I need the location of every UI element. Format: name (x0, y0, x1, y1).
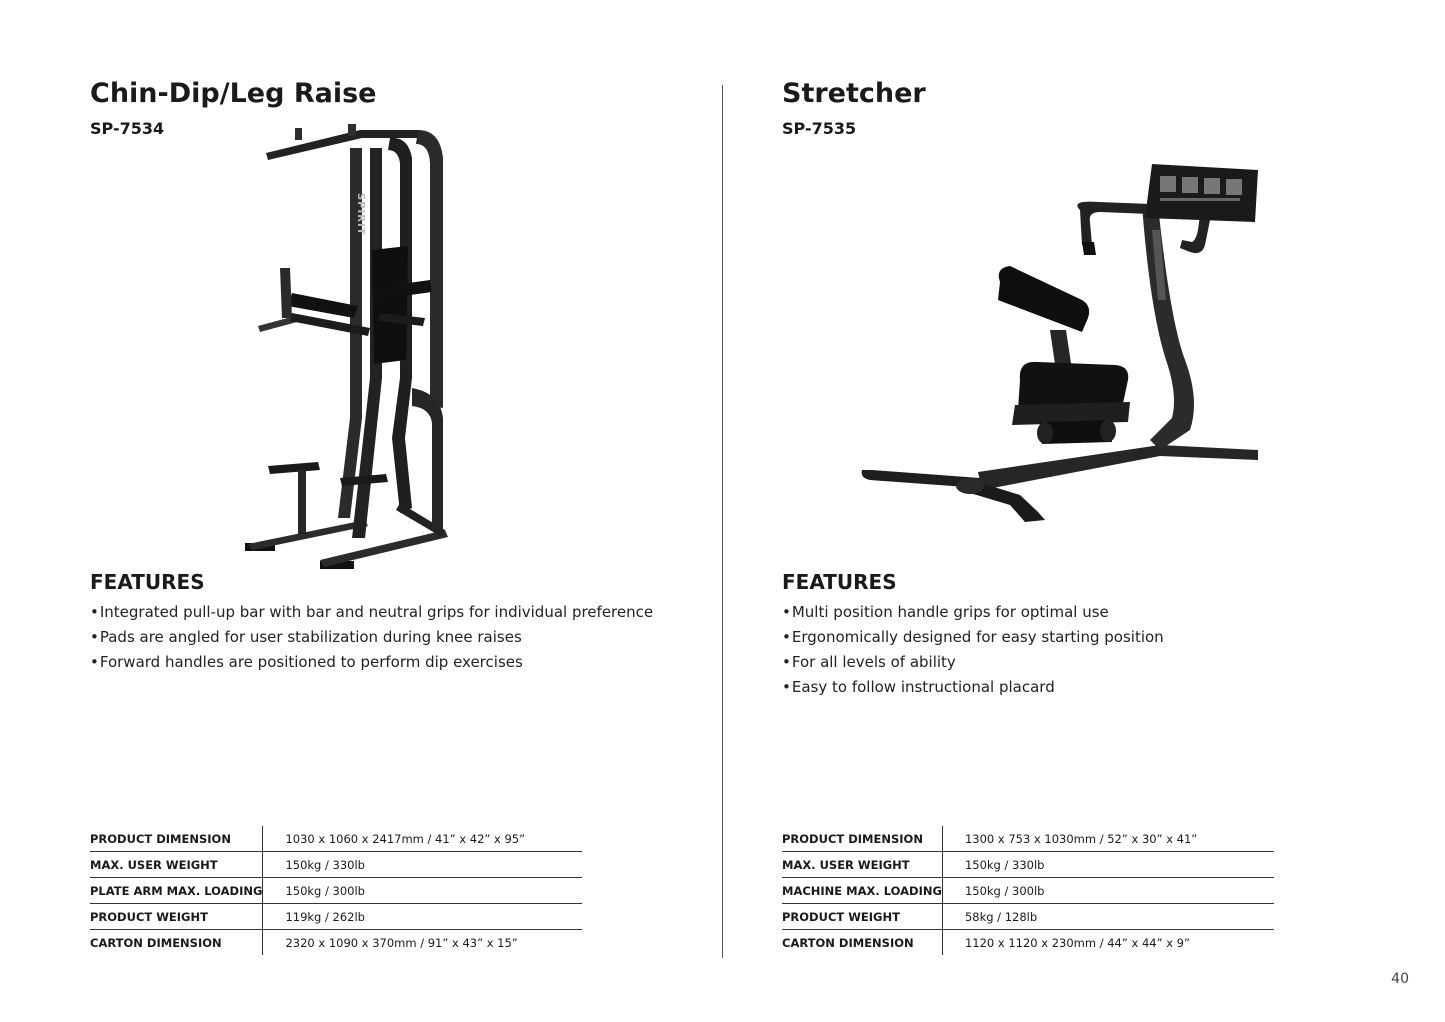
page-number: 40 (1391, 971, 1409, 987)
features-heading: FEATURES (782, 570, 897, 594)
spec-value: 150kg / 330lb (263, 852, 582, 878)
spec-label: CARTON DIMENSION (90, 930, 263, 956)
feature-item: • Integrated pull-up bar with bar and neutral grips for individual preference (90, 600, 653, 625)
spec-label: PRODUCT WEIGHT (90, 904, 263, 930)
product-model: SP-7534 (90, 119, 165, 138)
spec-value: 1030 x 1060 x 2417mm / 41” x 42” x 95” (263, 826, 582, 852)
spec-label: PRODUCT WEIGHT (782, 904, 942, 930)
feature-item: • Forward handles are positioned to perform dip exercises (90, 650, 653, 675)
features-heading: FEATURES (90, 570, 205, 594)
feature-item: • Pads are angled for user stabilization during knee raises (90, 625, 653, 650)
feature-item: • Easy to follow instructional placard (782, 675, 1164, 700)
spec-value: 2320 x 1090 x 370mm / 91” x 43” x 15” (263, 930, 582, 956)
feature-item: • Multi position handle grips for optimal use (782, 600, 1164, 625)
spec-row (90, 904, 582, 930)
product-title: Stretcher (782, 78, 926, 109)
features-list (782, 600, 1164, 700)
feature-item: • Ergonomically designed for easy starting position (782, 625, 1164, 650)
spec-table (90, 826, 582, 955)
spec-label: CARTON DIMENSION (782, 930, 942, 956)
spec-value: 150kg / 330lb (942, 852, 1274, 878)
spec-row (782, 878, 1274, 904)
spec-value: 119kg / 262lb (263, 904, 582, 930)
spec-row (782, 852, 1274, 878)
spec-value: 58kg / 128lb (942, 904, 1274, 930)
chin-dip-machine-image (240, 118, 460, 573)
product-model: SP-7535 (782, 119, 857, 138)
feature-item: • For all levels of ability (782, 650, 1164, 675)
spec-row (90, 930, 582, 956)
spec-row (90, 852, 582, 878)
spec-label: PRODUCT DIMENSION (90, 831, 231, 846)
spec-value: 1300 x 753 x 1030mm / 52” x 30” x 41” (942, 826, 1274, 852)
spec-row (90, 826, 582, 852)
spec-row (782, 930, 1274, 956)
spec-label: MAX. USER WEIGHT (782, 852, 942, 878)
spec-label: PLATE ARM MAX. LOADING (90, 878, 263, 904)
spec-row (90, 878, 582, 904)
spec-row (782, 904, 1274, 930)
spec-value: 150kg / 300lb (263, 878, 582, 904)
product-title: Chin-Dip/Leg Raise (90, 78, 377, 109)
spec-table (782, 826, 1274, 955)
brand-mark: SPIRIT (355, 193, 366, 236)
spec-label: MACHINE MAX. LOADING (782, 878, 942, 904)
spec-row (782, 826, 1274, 852)
stretcher-machine-image (860, 160, 1260, 528)
spec-label: MAX. USER WEIGHT (90, 852, 263, 878)
column-divider (722, 85, 723, 958)
spec-label: PRODUCT DIMENSION (782, 831, 923, 846)
spec-value: 1120 x 1120 x 230mm / 44” x 44” x 9” (942, 930, 1274, 956)
features-list (90, 600, 653, 675)
spec-value: 150kg / 300lb (942, 878, 1274, 904)
